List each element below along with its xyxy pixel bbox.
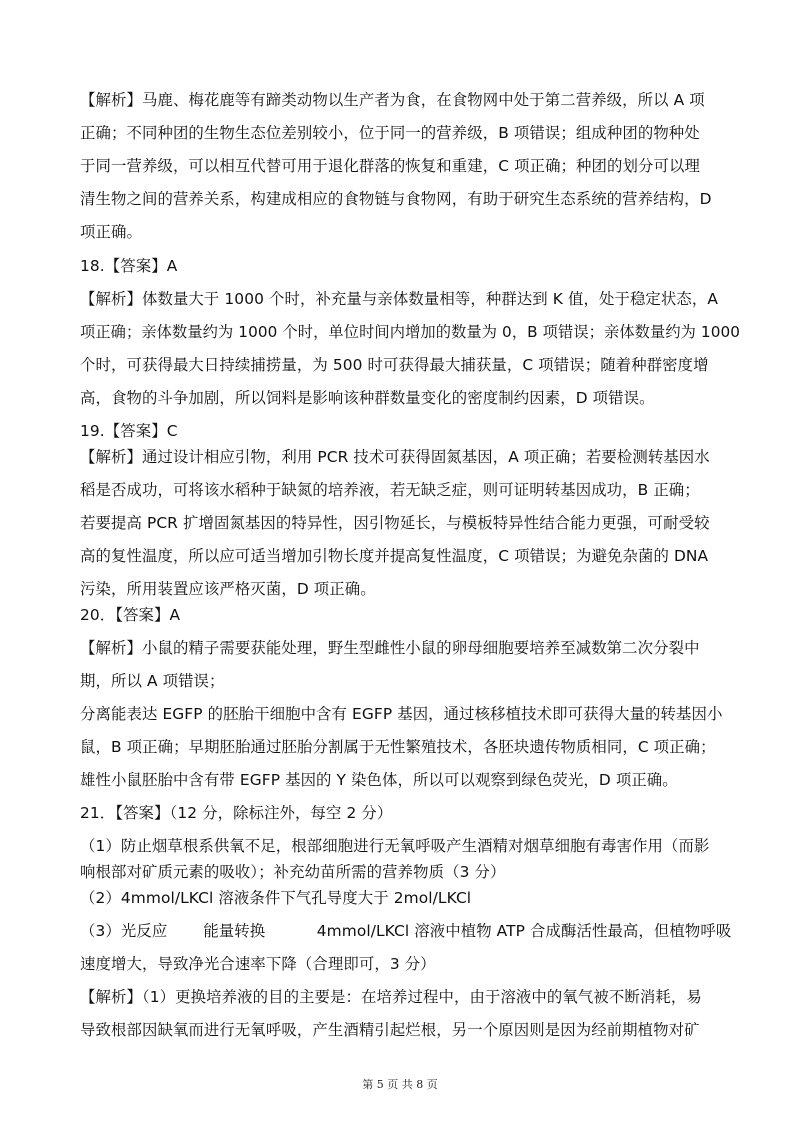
text-line: 正确；不同种团的生物生态位差别较小，位于同一的营养级，B 项错误；组成种团的物种处 bbox=[80, 124, 700, 142]
text-line: 雄性小鼠胚胎中含有带 EGFP 基因的 Y 染色体，所以可以观察到绿色荧光，D 项正确。 bbox=[80, 771, 678, 789]
question-18-answer: 18.【答案】A bbox=[80, 257, 178, 275]
text-line: 【解析】小鼠的精子需要获能处理，野生型雌性小鼠的卵母细胞要培养至减数第二次分裂中 bbox=[80, 639, 700, 657]
text-line: 【解析】马鹿、梅花鹿等有蹄类动物以生产者为食，在食物网中处于第二营养级，所以 A 项 bbox=[80, 91, 705, 109]
question-19-answer: 19.【答案】C bbox=[80, 422, 178, 440]
text-line: 【解析】体数量大于 1000 个时，补充量与亲体数量相等，种群达到 K 值，处于稳定状态，A bbox=[80, 290, 719, 308]
text-line: 项正确；亲体数量约为 1000 个时，单位时间内增加的数量为 0，B 项错误；亲体数量约为 1000 bbox=[80, 323, 741, 341]
text-line: 于同一营养级，可以相互代替可用于退化群落的恢复和重建，C 项正确；种团的划分可以理 bbox=[80, 157, 700, 175]
text-line: 期，所以 A 项错误； bbox=[80, 672, 225, 690]
text-line: 速度增大，导致净光合速率下降（合理即可，3 分） bbox=[80, 955, 436, 973]
text-line: 若要提高 PCR 扩增固氮基因的特异性，因引物延长，与模板特异性结合能力更强，可耐受较 bbox=[80, 514, 710, 532]
text-line: 项正确。 bbox=[80, 223, 142, 241]
text-line: （3）光反应 能量转换 4mmol/LKCl 溶液中植物 ATP 合成酶活性最高，但植物呼吸 bbox=[80, 922, 732, 940]
text-line: 个时，可获得最大日持续捕捞量，为 500 时可获得最大捕获量，C 项错误；随着种群密度增 bbox=[80, 356, 709, 374]
text-line: 鼠，B 项正确；早期胚胎通过胚胎分割属于无性繁殖技术，各胚块遗传物质相同，C 项正确； bbox=[80, 738, 716, 756]
question-21-answer: 21．【答案】（12 分，除标注外，每空 2 分） bbox=[80, 804, 393, 822]
text-line: 【解析】通过设计相应引物，利用 PCR 技术可获得固氮基因，A 项正确；若要检测转基因水 bbox=[80, 448, 710, 466]
text-line: （1）防止烟草根系供氧不足，根部细胞进行无氧呼吸产生酒精对烟草细胞有毒害作用（而影 bbox=[80, 837, 710, 855]
text-line: （2）4mmol/LKCl 溶液条件下气孔导度大于 2mol/LKCl bbox=[80, 889, 472, 907]
text-line: 分离能表达 EGFP 的胚胎干细胞中含有 EGFP 基因，通过核移植技术即可获得大量的转基因小 bbox=[80, 705, 723, 723]
text-line: 污染，所用装置应该严格灭菌，D 项正确。 bbox=[80, 580, 376, 598]
question-20-answer: 20．【答案】A bbox=[80, 606, 181, 624]
text-line: 【解析】（1）更换培养液的目的主要是：在培养过程中，由于溶液中的氧气被不断消耗，易 bbox=[80, 988, 702, 1006]
text-line: 清生物之间的营养关系，构建成相应的食物链与食物网，有助于研究生态系统的营养结构，D bbox=[80, 190, 712, 208]
text-line: 响根部对矿质元素的吸收）；补充幼苗所需的营养物质（3 分） bbox=[80, 863, 506, 881]
text-line: 导致根部因缺氧而进行无氧呼吸，产生酒精引起烂根，另一个原因则是因为经前期植物对矿 bbox=[80, 1021, 700, 1039]
text-line: 高，食物的斗争加剧，所以饲料是影响该种群数量变化的密度制约因素，D 项错误。 bbox=[80, 389, 655, 407]
page-footer: 第 5 页 共 8 页 bbox=[362, 1078, 438, 1091]
text-line: 高的复性温度，所以应可适当增加引物长度并提高复性温度，C 项错误；为避免杂菌的 DNA bbox=[80, 547, 709, 565]
text-line: 稻是否成功，可将该水稻种于缺氮的培养液，若无缺乏症，则可证明转基因成功，B 正确； bbox=[80, 481, 700, 499]
